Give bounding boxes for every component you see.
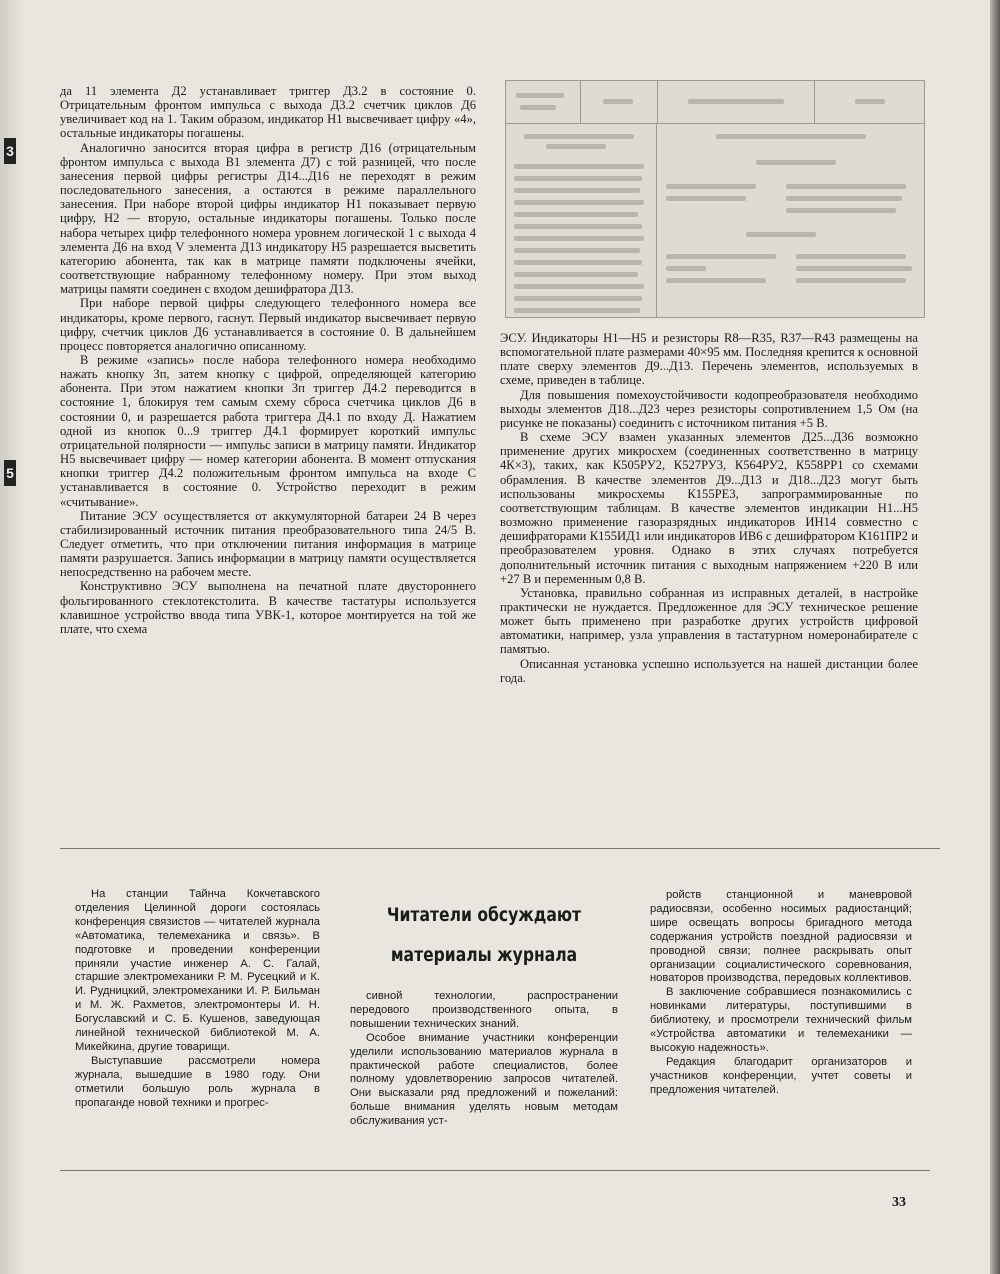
side-tab-mark-3: 3 <box>4 138 16 164</box>
paragraph: При наборе первой цифры следующего телефонного номера все индикаторы, кроме первого, гаснут. Первый индикатор высвечивает первую цифру, счетчик циклов Д6 устанавливается в состояние 0. В дальнейшем процесс повторяется аналогично описанному. <box>60 296 476 353</box>
paragraph: Установка, правильно собранная из исправных деталей, в настройке практически не нуждается. Предложенное для ЭСУ техническое решение может быть применено при разработке других устройств цифровой автоматики, например, узла управления в тастатурном номеронабирателе с памятью. <box>500 585 918 657</box>
article-middle-column <box>350 990 618 1129</box>
paragraph: Аналогично заносится вторая цифра в регистр Д16 (отрицательным фронтом импульса с выхода В1 элемента Д7) с той разницей, что после занесения первой цифры регистры Д14...Д16 не переходят в режим последовательного занесения, а остаются в режиме параллельного занесения. При наборе второй цифры индикатор Н1 показывает первую цифру, Н2 — вторую, остальные индикаторы погашены. Только после набора четырех цифр телефонного номера уровнем логической 1 с выхода 4 элемента Д6 на вход V элемента Д13 индикатору Н5 разрешается высветить категорию абонента, так как в матрице памяти подключены ячейки, соответствующие набранному телефонному номеру. При этом выход матрицы памяти соединен с входом дешифратора Д13. <box>60 140 476 297</box>
article-left-column <box>75 888 320 1111</box>
table-body <box>506 124 924 317</box>
paragraph: Редакция благодарит организаторов и участников конференции, учтет советы и предложения читателей. <box>650 1055 912 1096</box>
table-header-row <box>506 81 924 124</box>
article-title <box>374 895 594 975</box>
paragraph: В режиме «запись» после набора телефонного номера необходимо нажать кнопку Зп, затем кнопку с цифрой, определяющей категорию абонента. При этом нажатием кнопки Зп триггер Д4.2 переводится в состояние 1, блокируя тем самым схему сброса счетчика циклов Д6 в состоянии 0, и разрешается работа триггера Д4.1 по входу Д. Нажатием одной из кнопок 0...9 триггер Д4.1 формирует короткий импульс отрицательной полярности — импульс записи в матрицу памяти. Индикатор Н5 высвечивает цифру — номер категории абонента. В момент отпускания кнопки триггер Д4.2 положительным фронтом импульса на входе С устанавливается в состояние 0. Устройство переходит в режим «считывание». <box>60 352 476 509</box>
paragraph: ройств станционной и маневровой радиосвязи, особенно носимых радиостанций; шире освещать вопросы бригадного метода содержания устройств поездной радиосвязи и проводной связи; полнее раскрывать опыт организации социалистического соревнования, новаторов производства, передовых коллективов. <box>650 889 912 985</box>
paragraph: На станции Тайнча Кокчетавского отделения Целинной дороги состоялась конференция связистов — читателей журнала «Автоматика, телемеханика и связь». В подготовке и проведении конференции приняли участие инженер А. С. Галай, старшие электромеханики Р. М. Русецкий и К. И. Рудницкий, электромеханики И. Р. Бильман и М. Ж. Рахметов, электромонтеры И. Н. Богуславский и С. Б. Кушенов, заведующая линейной технической библиотекой М. А. Микейкина, другие товарищи. <box>75 888 320 1053</box>
right-text-column <box>500 331 918 685</box>
paragraph: В заключение собравшиеся познакомились с новинками литературы, поступившими в библиотеку, и просмотрели технический фильм «Устройства автоматики и телемеханики — высокую надежность». <box>650 986 912 1054</box>
paragraph: да 11 элемента Д2 устанавливает триггер Д3.2 в состояние 0. Отрицательным фронтом импульса с выхода Д3.2 счетчик циклов Д6 увеличивает код на 1. Таким образом, индикатор Н1 высвечивает цифру «4», остальные индикаторы погашены. <box>60 84 476 141</box>
paragraph: ЭСУ. Индикаторы Н1—Н5 и резисторы R8—R35, R37—R43 размещены на вспомогательной плате размерами 40×95 мм. Последняя крепится к основной плате сверху элементов Д9...Д13. Перечень элементов, используемых в схеме, приведен в таблице. <box>500 331 918 388</box>
side-tab-mark-5: 5 <box>4 460 16 486</box>
paragraph: Питание ЭСУ осуществляется от аккумуляторной батареи 24 В через стабилизированный источник питания преобразовательного типа 24/5 В. Следует отметить, что при отключении питания информация в матрице памяти разрушается. Запись информации в матрицу памяти осуществляется непосредственно на рабочем месте. <box>60 508 476 580</box>
paragraph: Описанная установка успешно используется на нашей дистанции более года. <box>500 656 918 685</box>
paragraph: Для повышения помехоустойчивости кодопреобразователя необходимо выходы элементов Д18...Д23 через резисторы сопротивлением 1,5 Ом (на рисунке не показаны) соединить с источником питания +5 В. <box>500 387 918 430</box>
paragraph: Особое внимание участники конференции уделили использованию материалов журнала в практической работе специалистов, более полному удовлетворению запросов читателей. Они высказали ряд предложений и пожеланий: больше внимания уделять новым методам обслуживания уст- <box>350 1031 618 1128</box>
page-left-shadow <box>0 0 24 1274</box>
page-right-edge <box>990 0 1000 1274</box>
faded-components-table <box>505 80 925 318</box>
section-divider-top <box>60 848 940 849</box>
section-divider-bottom <box>60 1170 930 1171</box>
paragraph: В схеме ЭСУ взамен указанных элементов Д25...Д36 возможно применение других микросхем (соединенных соответственно в матрицу 4К×3), таких, как К505РУ2, К527РУ3, К564РУ2, К558РР1 со схемами обрамления. В качестве элементов Д9...Д13 и Д18...Д23 могут быть использованы микросхемы К155РЕ3, запрограммированные по соответствующим таблицам. В качестве элементов индикации Н1...Н5 возможно применение газоразрядных индикаторов ИН14 совместно с дешифраторами К155ИД1 или индикаторов ИВ6 с дешифратором К161ПР2 и преобразователем уровня. Однако в этих случаях потребуется дополнительный источник питания с выходным напряжением +220 В или +27 В и переменным 0,8 В. <box>500 430 918 586</box>
left-text-column <box>60 84 476 636</box>
page-number: 33 <box>892 1195 906 1210</box>
paragraph: сивной технологии, распространении передового производственного опыта, в повышении технических знаний. <box>350 990 618 1030</box>
paragraph: Выступавшие рассмотрели номера журнала, вышедшие в 1980 году. Они отметили большую роль журнала в пропаганде новой техники и прогрес- <box>75 1054 320 1109</box>
article-title-line-1: Читатели обсуждают <box>386 904 582 926</box>
paragraph: Конструктивно ЭСУ выполнена на печатной плате двустороннего фольгированного стеклотекстолита. В качестве тастатуры используется клавишное устройство ввода типа УВК-1, которое монтируется на той же плате, что схема <box>60 579 476 636</box>
article-right-column <box>650 889 912 1098</box>
article-title-line-2: материалы журнала <box>390 944 578 966</box>
